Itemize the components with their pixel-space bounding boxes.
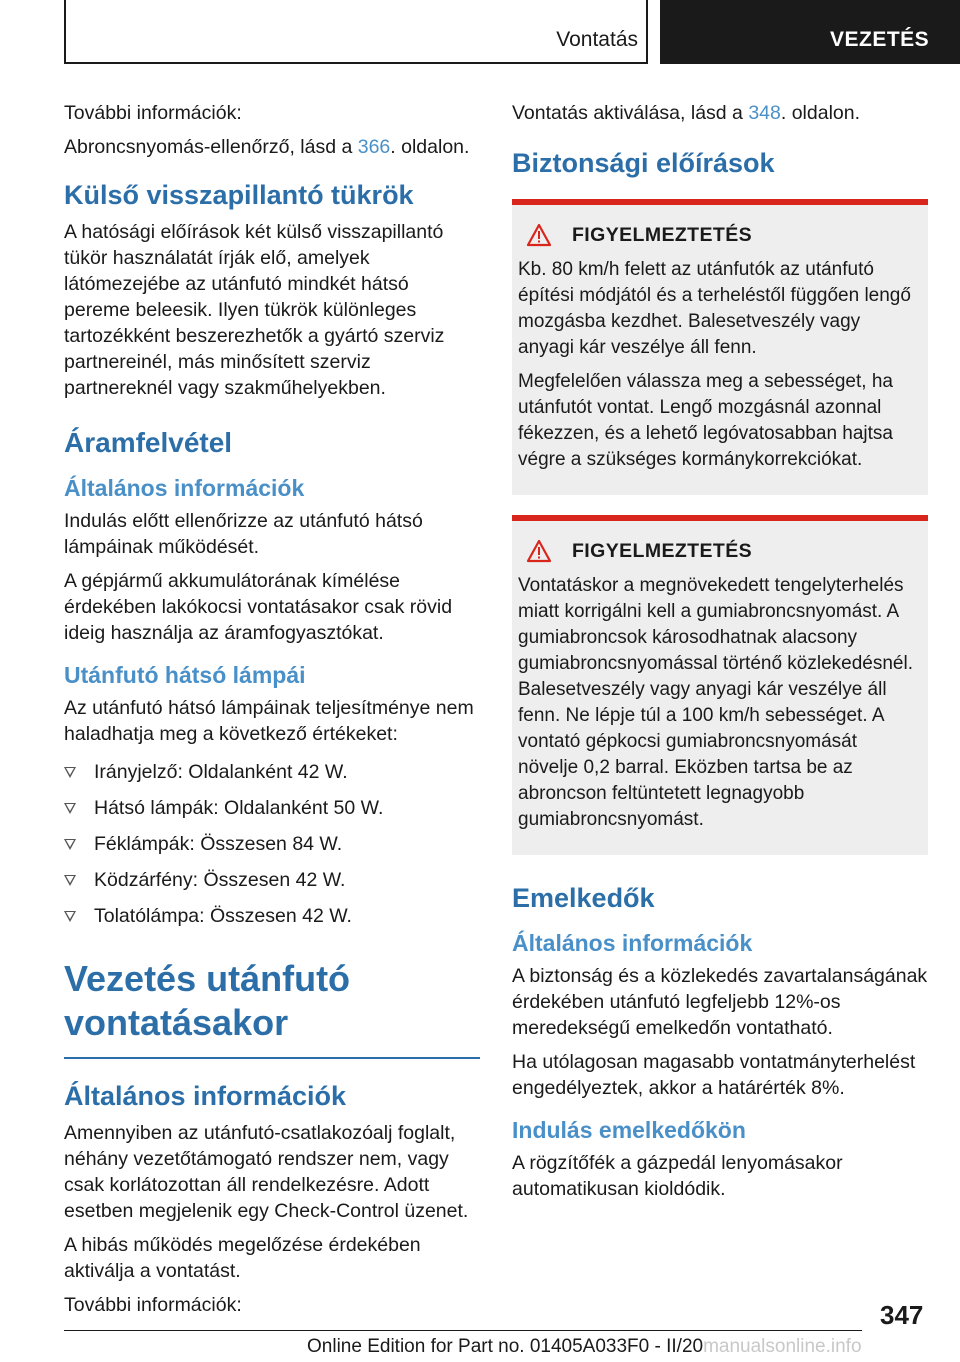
subheading-general-2: Általános információk bbox=[64, 1081, 347, 1111]
footer-edition: Online Edition for Part no. 01405A033F0 - II/20manualsonline.info bbox=[307, 1336, 862, 1357]
warning-triangle-icon bbox=[526, 539, 552, 563]
activation-page-link[interactable]: 348 bbox=[748, 102, 781, 124]
power-paragraph-2: A gépjármű akkumulátorának kímélése érdekében lakókocsi vontatásakor csak rövid ideig használja az áramfogyasztókat. bbox=[64, 570, 453, 644]
start-paragraph: A rögzítőfék a gázpedál lenyomásakor automatikusan kioldódik. bbox=[512, 1152, 843, 1200]
triangle-bullet-icon bbox=[64, 767, 76, 778]
tpms-ref-suffix: . oldalon. bbox=[390, 136, 470, 158]
section-heading-safety: Biztonsági előírások bbox=[512, 148, 775, 178]
chapter-heading-towing: Vezetés utánfutó vontatásakor bbox=[64, 957, 480, 1059]
slopes-paragraph-2: Ha utólagosan magasabb vontatmányterhelést engedélyeztek, akkor a határérték 8%. bbox=[512, 1051, 916, 1099]
header-chapter-tab: VEZETÉS bbox=[660, 0, 960, 64]
triangle-bullet-icon bbox=[64, 875, 76, 886]
list-item: Irányjelző: Oldalanként 42 W. bbox=[64, 759, 480, 785]
section-heading-slopes: Emelkedők bbox=[512, 883, 655, 913]
power-paragraph-1: Indulás előtt ellenőrizze az utánfutó hátsó lámpáinak működését. bbox=[64, 510, 423, 558]
list-item: Hátsó lámpák: Oldalanként 50 W. bbox=[64, 795, 480, 821]
mirrors-paragraph: A hatósági előírások két külső visszapillantó tükör használatát írják elő, amelyek látómezejébe az utánfutó mindkét hátsó pereme beleesik. Ilyen tükrök különleges tartozékként beszerezhetők a gyártó szerviz partnereinél, más minősített szerviz partnereknél vagy szakműhelyekben. bbox=[64, 221, 445, 399]
warning-1-paragraph-1: Kb. 80 km/h felett az utánfutók az utánfutó építési módjától és a terheléstől függően lengő mozgásba kezdhet. Balesetveszély vagy anyagi kár veszélye áll fenn. bbox=[518, 259, 911, 358]
right-column bbox=[512, 100, 928, 1210]
footer-divider bbox=[64, 1330, 862, 1331]
tpms-page-link[interactable]: 366 bbox=[357, 136, 391, 158]
more-info-label-2: További információk: bbox=[64, 1294, 242, 1316]
header-section-title: Vontatás bbox=[556, 28, 638, 51]
section-heading-mirrors: Külső visszapillantó tükrök bbox=[64, 180, 414, 210]
subheading-general-1: Általános információk bbox=[64, 475, 305, 501]
warning-2-paragraph: Vontatáskor a megnövekedett tengelyterhelés miatt korrigálni kell a gumiabroncsnyomást. A gumiabroncsok károsodhatnak alacsony gumiabroncsnyomással történő közlekedésnél. Balesetveszély vagy anyagi kár veszélye áll fenn. Ne lépje túl a 100 km/h sebességet. A vontató gépkocsi gumiabroncsnyomását növelje 0,2 barral. Eközben tartsa be az abroncson feltüntetett legnagyobb gumiabroncsnyomást. bbox=[518, 575, 913, 830]
towing-paragraph-1: Amennyiben az utánfutó-csatlakozóalj foglalt, néhány vezetőtámogató rendszer nem, vagy csak korlátozottan áll rendelkezésre. Adott esetben megjelenik egy Check-Control üzenet. bbox=[64, 1122, 469, 1222]
triangle-bullet-icon bbox=[64, 839, 76, 850]
activation-ref-suffix: . oldalon. bbox=[780, 102, 861, 124]
lamps-intro: Az utánfutó hátsó lámpáinak teljesítménye nem haladhatja meg a következő értékeket: bbox=[64, 697, 474, 745]
slopes-paragraph-1: A biztonság és a közlekedés zavartalanságának érdekében utánfutó legfeljebb 12%-os meredekségű emelkedőn vontatható. bbox=[512, 965, 928, 1039]
tpms-reference bbox=[64, 134, 480, 160]
subheading-general-3: Általános információk bbox=[512, 930, 753, 956]
tpms-ref-text: Abroncsnyomás-ellenőrző, lásd a bbox=[64, 136, 358, 158]
list-item: Tolatólámpa: Összesen 42 W. bbox=[64, 903, 480, 929]
warning-box-2 bbox=[512, 515, 928, 855]
towing-paragraph-2: A hibás működés megelőzése érdekében aktiválja a vontatást. bbox=[64, 1234, 421, 1282]
warning-title-1: FIGYELMEZTETÉS bbox=[518, 223, 918, 247]
page-number: 347 bbox=[880, 1300, 924, 1330]
warning-1-paragraph-2: Megfelelően válassza meg a sebességet, ha utánfutót vontat. Lengő mozgásnál azonnal fékezzen, és a lehető legóvatosabban hajtsa végre a szükséges kormánykorrekciókat. bbox=[518, 371, 893, 470]
subheading-start-on-slope: Indulás emelkedőkön bbox=[512, 1117, 746, 1143]
lamp-limits-list bbox=[64, 759, 480, 929]
activation-ref-text: Vontatás aktiválása, lásd a bbox=[512, 102, 749, 124]
warning-title-2: FIGYELMEZTETÉS bbox=[518, 539, 918, 563]
list-item: Féklámpák: Összesen 84 W. bbox=[64, 831, 480, 857]
triangle-bullet-icon bbox=[64, 911, 76, 922]
activation-reference bbox=[512, 100, 928, 126]
section-heading-power: Áramfelvétel bbox=[64, 427, 233, 458]
footer-watermark: manualsonline.info bbox=[703, 1336, 862, 1357]
subheading-lamps: Utánfutó hátsó lámpái bbox=[64, 662, 306, 688]
more-info-label: További információk: bbox=[64, 102, 242, 124]
warning-box-1 bbox=[512, 199, 928, 495]
triangle-bullet-icon bbox=[64, 803, 76, 814]
list-item: Ködzárfény: Összesen 42 W. bbox=[64, 867, 480, 893]
left-column bbox=[64, 100, 480, 1326]
warning-triangle-icon bbox=[526, 223, 552, 247]
